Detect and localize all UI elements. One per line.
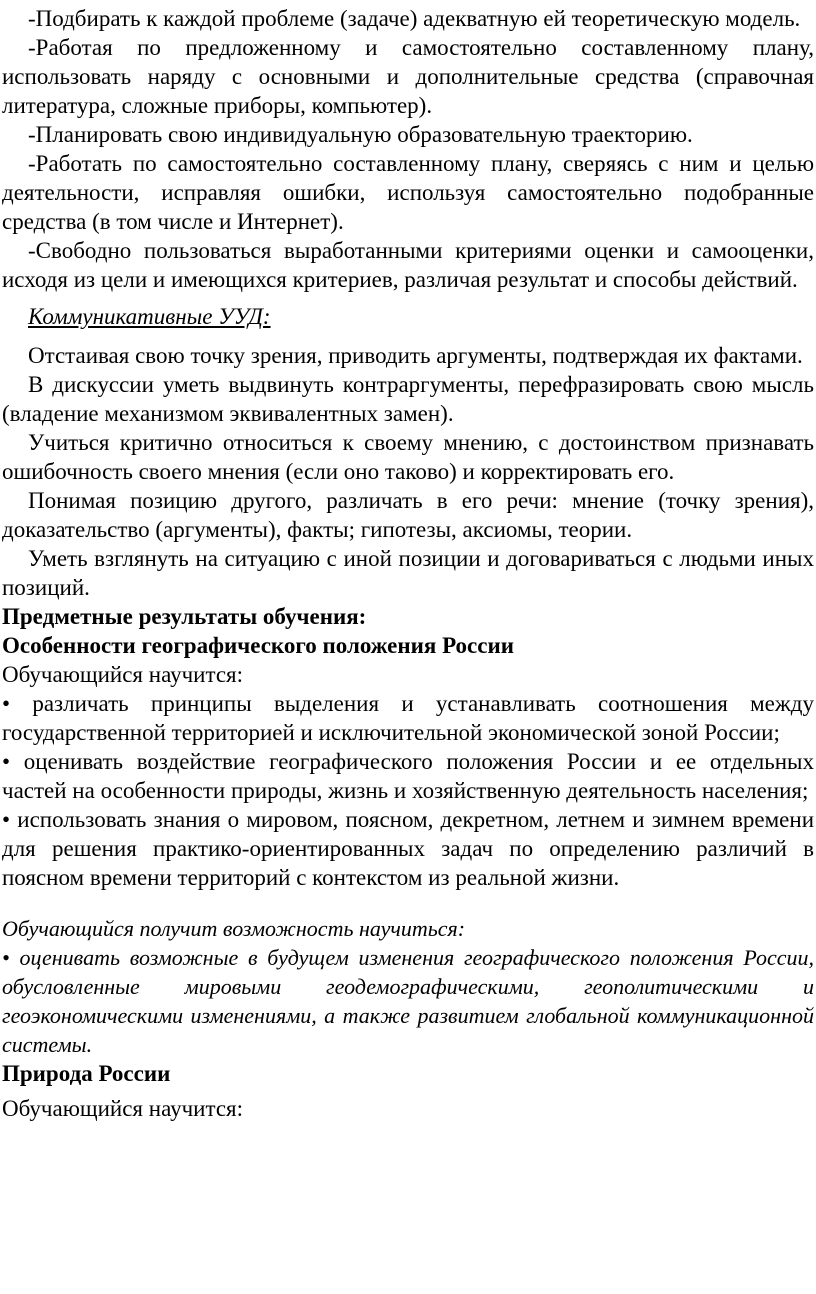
communicative-item-5: Уметь взглянуть на ситуацию с иной позиции и договариваться с людьми иных позиций.	[2, 546, 814, 600]
learner-will-label-2: Обучающийся научится:	[2, 1096, 243, 1121]
regulatory-item-1: -Подбирать к каждой проблеме (задаче) адекватную ей теоретическую модель.	[28, 6, 801, 31]
opportunity-item-1: • оценивать возможные в будущем изменения географического положения России, обусловленные мировыми геодемографическими, геополитическими и геоэкономическими изменениями, а также развитием глобальной коммуникационной системы.	[2, 945, 814, 1057]
outcome-item-1: • различать принципы выделения и устанавливать соотношения между государственной территорией и исключительной экономической зоной России;	[2, 691, 814, 745]
regulatory-item-3: -Планировать свою индивидуальную образовательную траекторию.	[28, 122, 693, 147]
outcome-item-3: • использовать знания о мировом, поясном, декретном, летнем и зимнем времени для решения практико-ориентированных задач по определению различий в поясном времени территорий с контекстом из реальной жизни.	[2, 807, 814, 890]
regulatory-item-2: -Работая по предложенному и самостоятельно составленному плану, использовать наряду с основными и дополнительные средства (справочная литература, сложные приборы, компьютер).	[2, 35, 814, 118]
regulatory-item-5: -Свободно пользоваться выработанными критериями оценки и самооценки, исходя из цели и имеющихся критериев, различая результат и способы действий.	[2, 238, 814, 292]
spacer	[2, 892, 814, 914]
communicative-heading: Коммуникативные УУД:	[28, 304, 271, 329]
communicative-item-1: Отстаивая свою точку зрения, приводить аргументы, подтверждая их фактами.	[28, 343, 803, 368]
regulatory-item-4: -Работать по самостоятельно составленному плану, сверяясь с ним и целью деятельности, исправляя ошибки, используя самостоятельно подобранные средства (в том числе и Интернет).	[2, 151, 814, 234]
outcome-item-2: • оценивать воздействие географического положения России и ее отдельных частей на особенности природы, жизнь и хозяйственную деятельность населения;	[2, 749, 814, 803]
communicative-item-2: В дискуссии уметь выдвинуть контраргументы, перефразировать свою мысль (владение механизмом эквивалентных замен).	[2, 372, 814, 426]
subject-results-heading: Предметные результаты обучения:	[2, 604, 367, 629]
communicative-item-3: Учиться критично относиться к своему мнению, с достоинством признавать ошибочность своего мнения (если оно таково) и корректировать его.	[2, 430, 814, 484]
section-title-geo-position: Особенности географического положения России	[2, 633, 514, 658]
communicative-item-4: Понимая позицию другого, различать в его речи: мнение (точку зрения), доказательство (аргументы), факты; гипотезы, аксиомы, теории.	[2, 488, 814, 542]
opportunity-heading: Обучающийся получит возможность научиться:	[2, 916, 466, 941]
learner-will-label: Обучающийся научится:	[2, 662, 243, 687]
section-title-nature: Природа России	[2, 1061, 171, 1086]
